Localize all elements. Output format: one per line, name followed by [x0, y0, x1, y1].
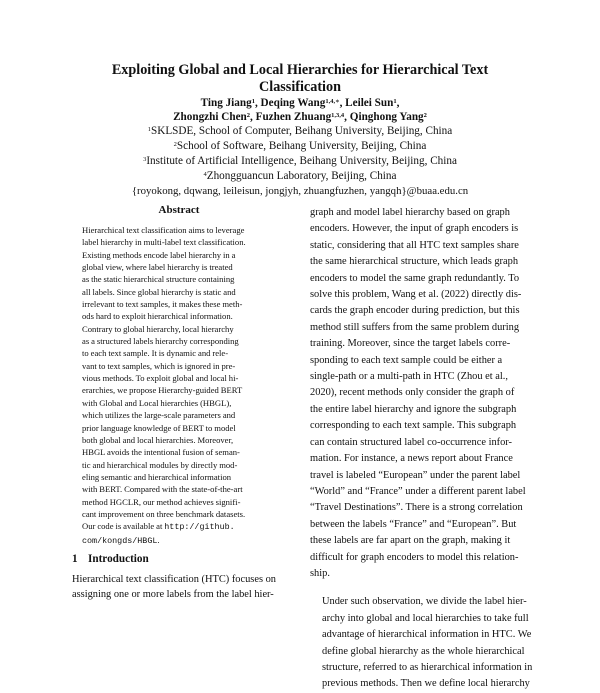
introduction-paragraph: [72, 573, 296, 602]
author-name: Leilei Sun: [345, 97, 394, 109]
author-name: Ting Jiang: [200, 97, 252, 109]
text-line: the same hierarchical structure, which leads graph: [310, 256, 519, 268]
abstract-section: [72, 204, 286, 547]
author-name: Qinghong Yang: [349, 110, 424, 123]
text-line: method still suffers from the same problem during: [310, 321, 520, 333]
abstract-line: Hierarchical text classification aims to leverage: [82, 225, 245, 235]
author-affil-mark: 1,3,4: [331, 111, 345, 119]
code-url-period: .: [157, 534, 160, 545]
abstract-code-line: [82, 520, 276, 533]
text-line: define global hierarchy as the whole hierarchical: [322, 645, 525, 657]
abstract-line: prior language knowledge of BERT to model: [82, 422, 236, 433]
text-line: the entire label hierarchy and ignore the subgraph: [310, 403, 517, 415]
abstract-line: which utilizes the large-scale parameters and: [82, 410, 236, 421]
text-line: single-path or a multi-path in HTC (Zhou et al.,: [310, 371, 508, 383]
text-line: static, considering that all HTC text samples share: [310, 239, 519, 251]
text-line: “World” and “France” under a different parent label: [310, 485, 526, 497]
text-line: Hierarchical text classification (HTC) focuses on: [72, 574, 276, 585]
text-line: structure, referred to as hierarchical information in: [322, 661, 533, 673]
affiliation-mark: 4: [203, 171, 207, 178]
text-line: graph and model label hierarchy based on graph: [310, 207, 510, 218]
abstract-line: as a structured labels hierarchy corresponding: [82, 336, 239, 347]
author-affil-mark: 1: [251, 98, 255, 105]
affiliation-text: Institute of Artificial Intelligence, Beihang University, Beijing, China: [146, 155, 457, 167]
affiliation: [40, 139, 560, 154]
text-line: solve this problem, Wang et al. (2022) directly dis-: [310, 289, 522, 301]
author-name: Deqing Wang: [260, 97, 326, 109]
text-line: encoders to model the same graph redundantly. To: [310, 272, 520, 284]
text-line: 2020), recent methods only consider the graph of: [310, 387, 515, 399]
author-affil-mark: 1: [393, 98, 397, 105]
text-line: archy into global and local hierarchies to take full: [322, 612, 529, 624]
abstract-line: irrelevant to text samples, it makes these meth-: [82, 299, 243, 310]
abstract-line: tic and hierarchical modules by directly mod-: [82, 459, 238, 470]
abstract-line: both global and local hierarchies. Moreover,: [82, 434, 234, 445]
text-line: corresponding to each text sample. This subgraph: [310, 420, 517, 432]
abstract-line: label hierarchy in multi-label text classification.: [82, 237, 246, 248]
text-line: advantage of hierarchical information in HTC. We: [322, 629, 532, 641]
body-paragraph-2: [310, 594, 538, 692]
text-line: training. Moreover, since the target labels corre-: [310, 338, 511, 350]
author-list: [40, 97, 560, 124]
author-line-1: Ting Jiang$^1$, Deqing Wang$^{1,4,∗}$, Leilei Sun$^1$,: [200, 97, 400, 109]
paper-title-line-1: Exploiting Global and Local Hierarchies for Hierarchical Text: [111, 62, 489, 78]
affiliation: [40, 169, 560, 184]
text-line: mation. For instance, a news report about France: [310, 453, 513, 465]
paper-title: [60, 62, 540, 96]
affiliation: [40, 154, 560, 169]
section-title: Introduction: [88, 553, 149, 565]
abstract-line: with BERT. Compared with the state-of-the-art: [82, 484, 243, 495]
abstract-line: Contrary to global hierarchy, local hierarchy: [82, 323, 234, 334]
author-line-2: Zhongzhi Chen$^2$, Fuzhen Zhuang$^{1,3,4}$, Qinghong Yang$^2$: [173, 110, 427, 123]
text-line: between the labels “France” and “European”. But: [310, 518, 517, 530]
body-paragraph-1: [310, 205, 538, 582]
code-url-part-2[interactable]: com/kongds/HBGL: [82, 535, 158, 546]
right-column: [310, 205, 538, 693]
text-line: previous methods. Then we define local hierarchy: [322, 678, 530, 690]
text-line: ship.: [310, 567, 330, 579]
abstract-line: with Global and Local hierarchies (HBGL),: [82, 397, 232, 408]
abstract-line: cant improvement on three benchmark datasets.: [82, 508, 246, 519]
affiliation-text: Zhongguancun Laboratory, Beijing, China: [206, 170, 397, 182]
abstract-line: vant to text samples, which is ignored in pre-: [82, 360, 236, 371]
author-affil-mark: 2: [246, 111, 251, 119]
code-availability-text: Our code is available at: [82, 521, 165, 532]
abstract-line: all labels. Since global hierarchy is static and: [82, 286, 236, 297]
abstract-line: as the static hierarchical structure containing: [82, 274, 235, 285]
text-line: Under such observation, we divide the label hier-: [322, 596, 527, 608]
text-line: can contain structured label co-occurrence infor-: [310, 436, 513, 448]
abstract-body: [82, 224, 276, 547]
abstract-line: Existing methods encode label hierarchy in a: [82, 249, 236, 260]
text-line: encoders. However, the input of graph encoders is: [310, 223, 519, 235]
abstract-line: HBGL avoids the intentional fusion of seman-: [82, 447, 240, 458]
affiliation-mark: 3: [143, 156, 147, 163]
section-number: 1: [72, 553, 78, 565]
abstract-line: vious methods. To exploit global and local hi-: [82, 373, 239, 384]
text-line: assigning one or more labels from the label hier-: [72, 588, 274, 600]
text-line: these labels are far apart on the graph, making it: [310, 535, 511, 547]
abstract-line: method HGCLR, our method achieves signifi-: [82, 496, 241, 507]
author-name: Zhongzhi Chen: [173, 110, 247, 123]
author-emails: {royokong, dqwang, leileisun, jongjyh, zhuangfuzhen, yangqh}@buaa.edu.cn: [131, 185, 469, 197]
code-url-part-1[interactable]: http://github.: [164, 522, 235, 533]
author-affil-mark: 1,4,∗: [325, 98, 340, 105]
abstract-line: erarchies, we propose Hierarchy-guided BERT: [82, 385, 243, 396]
affiliation-text: SKLSDE, School of Computer, Beihang University, Beijing, China: [151, 125, 453, 137]
section-heading-introduction: [72, 553, 149, 565]
abstract-line: global view, where label hierarchy is treated: [82, 262, 233, 273]
abstract-code-line: [82, 534, 276, 547]
affiliation-mark: 2: [173, 141, 177, 148]
abstract-line: ods hard to exploit hierarchical information.: [82, 311, 233, 322]
abstract-line: eling semantic and hierarchical information: [82, 471, 232, 482]
affiliation-mark: 1: [147, 126, 152, 133]
text-line: sponding to each text sample could be either a: [310, 354, 503, 366]
text-line: difficult for graph encoders to model this relation-: [310, 551, 519, 563]
affiliation-text: School of Software, Beihang University, Beijing, China: [176, 140, 427, 152]
text-line: cards the graph encoder during prediction, but this: [310, 305, 520, 317]
text-line: “Travel Destinations”. There is a strong correlation: [310, 502, 523, 514]
abstract-heading: Abstract: [158, 204, 200, 216]
paper-title-line-2: Classification: [259, 79, 341, 95]
author-affil-mark: 2: [423, 111, 427, 119]
affiliation: [40, 124, 560, 139]
affiliation-list: [40, 124, 560, 199]
text-line: travel is labeled “European” under the parent label: [310, 469, 521, 481]
author-name: Fuzhen Zhuang: [255, 110, 332, 123]
abstract-lines: [82, 224, 276, 520]
abstract-line: to each text sample. It is dynamic and rele-: [82, 348, 229, 359]
